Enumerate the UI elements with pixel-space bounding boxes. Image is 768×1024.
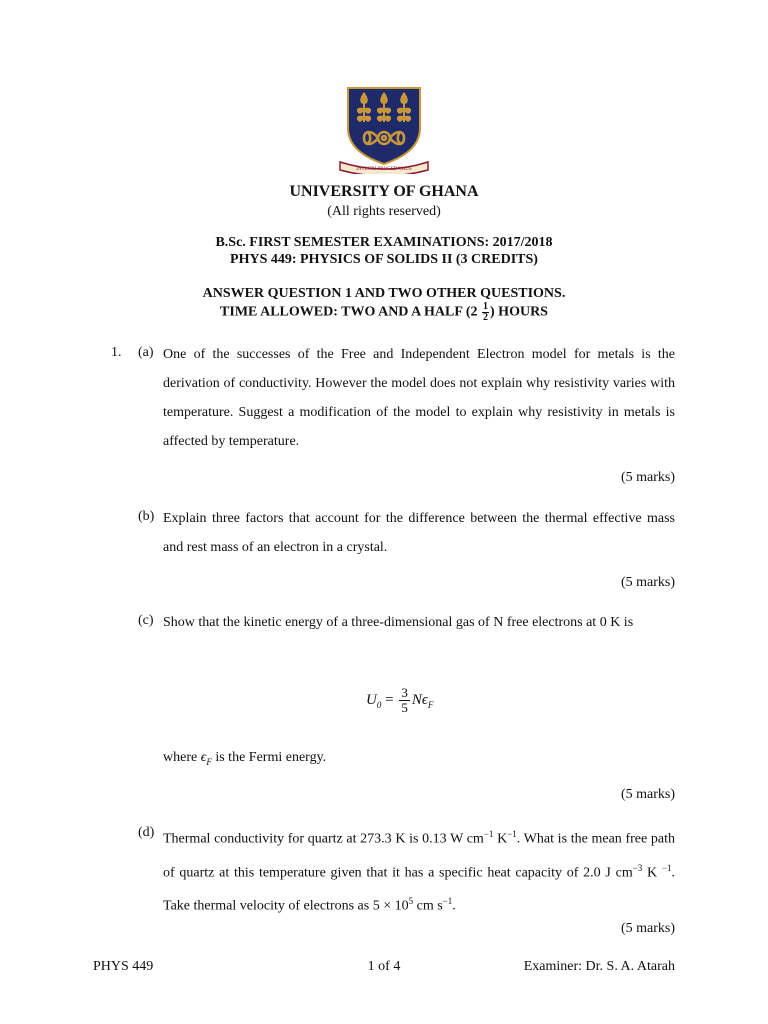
part-a-text: One of the successes of the Free and Independent Electron model for metals is the derivation of conductivity. However the model does not explain why resistivity varies with temperature. Suggest a modification of the model to explain why resistivity in metals is affected by temperature. [163, 347, 675, 449]
formula-lhs: U [366, 691, 377, 708]
part-d-sup-6: −1 [442, 896, 453, 907]
part-b-marks: (5 marks) [620, 575, 675, 590]
part-a-marks: (5 marks) [620, 470, 675, 485]
exam-title: B.Sc. FIRST SEMESTER EXAMINATIONS: 2017/2018 [215, 235, 553, 250]
part-d-sup-5: 5 [408, 896, 414, 907]
formula-eq: = [381, 691, 398, 708]
instruction-line: ANSWER QUESTION 1 AND TWO OTHER QUESTIONS. [202, 286, 566, 301]
part-d-text-7: . [452, 898, 456, 914]
part-c-where [163, 743, 675, 777]
time-frac-den: 2 [483, 312, 489, 323]
part-b-label: (b) [138, 509, 155, 524]
part-d-text-1: Thermal conductivity for quartz at 273.3 K is 0.13 W cm [163, 831, 484, 847]
where-suffix: is the Fermi energy. [211, 750, 327, 765]
time-prefix: TIME ALLOWED: TWO AND A HALF (2 [220, 304, 482, 320]
part-c-marks: (5 marks) [620, 787, 675, 802]
time-suffix: ) HOURS [490, 304, 548, 320]
footer-examiner: Examiner: Dr. S. A. Atarah [523, 959, 675, 974]
university-crest-icon [338, 86, 430, 174]
course-title: PHYS 449: PHYSICS OF SOLIDS II (3 CREDITS) [230, 252, 538, 267]
part-d-sup-1: −1 [483, 829, 494, 839]
part-d-text-5: . Take thermal velocity of electrons as 5 × 10 [163, 865, 675, 914]
part-d-sup-2: −1 [507, 829, 517, 839]
part-d-sup-3: −3 [632, 862, 643, 873]
part-b-text: Explain three factors that account for the difference between the thermal effective mass and rest mass of an electron in a crystal. [163, 511, 675, 555]
part-a-label: (a) [138, 345, 154, 360]
part-c-label: (c) [138, 613, 154, 628]
part-d-text-4: K [642, 865, 662, 881]
time-frac-num: 1 [483, 301, 489, 312]
formula-den: 5 [401, 700, 408, 715]
formula-rhs: Nϵ [411, 691, 428, 708]
time-fraction [482, 302, 489, 323]
formula-num: 3 [401, 685, 408, 700]
where-sub: F [206, 756, 212, 767]
where-symbol: ϵ [200, 750, 207, 765]
where-prefix: where [163, 750, 201, 765]
crest-motto: INTEGRI PROCEDAMUS [356, 167, 412, 172]
part-d-label: (d) [138, 825, 155, 840]
part-d-text [163, 820, 675, 921]
part-c-text: Show that the kinetic energy of a three-dimensional gas of N free electrons at 0 K is [163, 615, 634, 630]
rights-note: (All rights reserved) [327, 204, 441, 219]
part-d-text-6: cm s [413, 898, 443, 914]
university-title: UNIVERSITY OF GHANA [289, 183, 479, 200]
time-allowed [0, 302, 768, 323]
part-d-text-3: . What is the mean free path of quartz at this temperature given that it has a specific heat capacity of 2.0 J cm [163, 831, 675, 881]
footer-course-code: PHYS 449 [93, 959, 154, 974]
formula-rhs-sub: F [427, 699, 434, 710]
formula-lhs-sub: 0 [376, 699, 382, 710]
part-d-marks: (5 marks) [620, 921, 675, 936]
part-d-text-2: K [493, 831, 508, 847]
part-d-sup-4: −1 [661, 862, 672, 873]
footer-page-number: 1 of 4 [367, 959, 401, 974]
question-number: 1. [111, 345, 122, 360]
kinetic-energy-formula [366, 686, 433, 715]
formula-fraction [399, 686, 410, 715]
